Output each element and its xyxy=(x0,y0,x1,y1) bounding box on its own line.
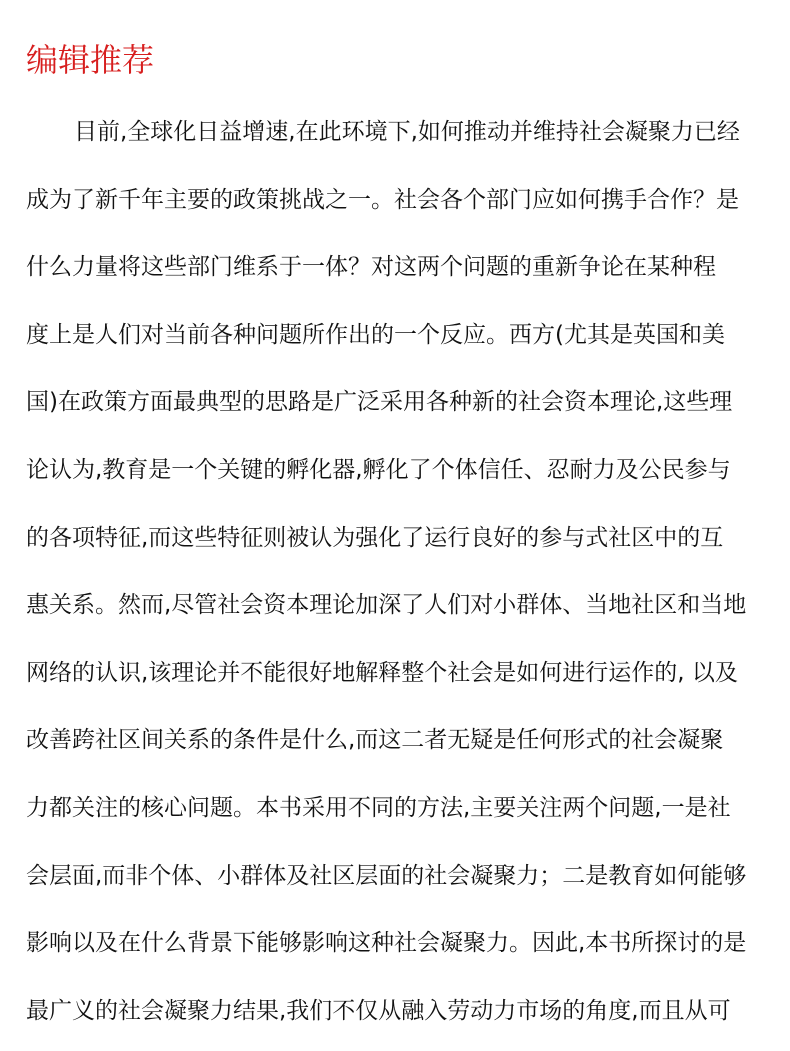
paragraph-line: 国)在政策方面最典型的思路是广泛采用各种新的社会资本理论,这些理 xyxy=(26,389,733,416)
paragraph-line: 惠关系。然而,尽管社会资本理论加深了人们对小群体、当地社区和当地 xyxy=(26,592,747,619)
paragraph-line: 力都关注的核心问题。本书采用不同的方法,主要关注两个问题,一是社 xyxy=(26,794,731,821)
paragraph-line: 影响以及在什么背景下能够影响这种社会凝聚力。因此,本书所探讨的是 xyxy=(26,930,747,957)
paragraph-line: 什么力量将这些部门维系于一体？对这两个问题的重新争论在某种程 xyxy=(26,254,716,281)
paragraph-line: 成为了新千年主要的政策挑战之一。社会各个部门应如何携手合作？是 xyxy=(26,186,739,213)
section-heading: 编辑推荐 xyxy=(26,41,155,79)
paragraph-line: 的各项特征,而这些特征则被认为强化了运行良好的参与式社区中的互 xyxy=(26,524,724,551)
paragraph-line: 目前,全球化日益增速,在此环境下,如何推动并维持社会凝聚力已经 xyxy=(74,119,740,145)
paragraph-line: 网络的认识,该理论并不能很好地解释整个社会是如何进行运作的, 以及 xyxy=(26,659,738,686)
paragraph-line: 会层面,而非个体、小群体及社区层面的社会凝聚力；二是教育如何能够 xyxy=(26,862,747,889)
body-paragraph xyxy=(26,110,768,1051)
paragraph-line: 论认为,教育是一个关键的孵化器,孵化了个体信任、忍耐力及公民参与 xyxy=(26,456,731,483)
paragraph-line: 最广义的社会凝聚力结果,我们不仅从融入劳动力市场的角度,而且从可 xyxy=(26,997,731,1024)
paragraph-line: 度上是人们对当前各种问题所作出的一个反应。西方(尤其是英国和美 xyxy=(26,321,725,348)
paragraph-line: 改善跨社区间关系的条件是什么,而这二者无疑是任何形式的社会凝聚 xyxy=(26,727,724,754)
